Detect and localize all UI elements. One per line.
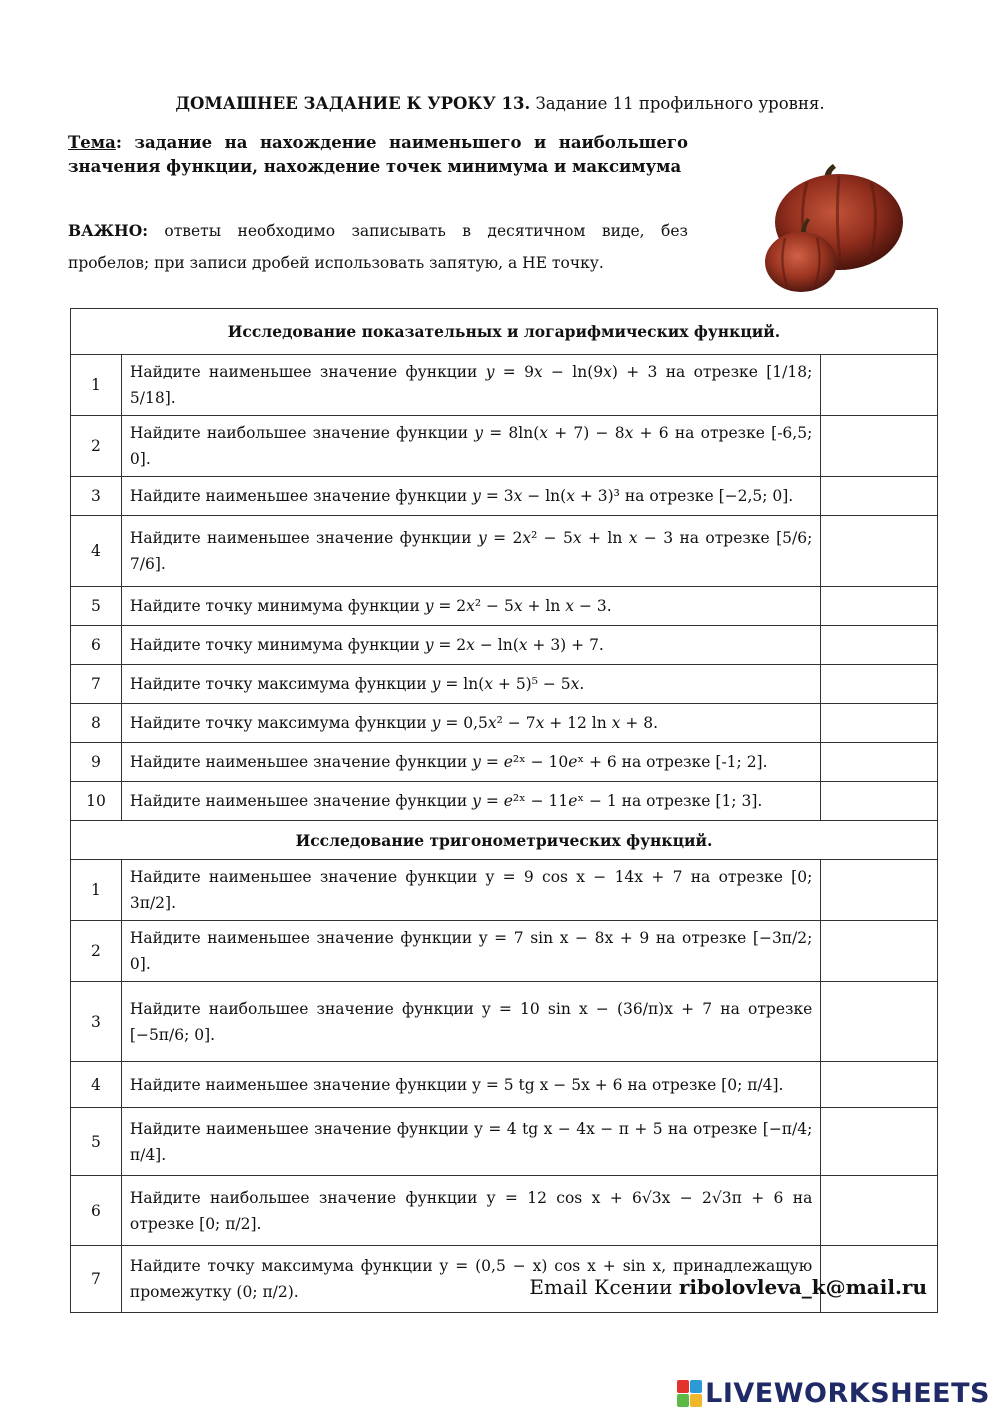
logo-square-blue <box>690 1380 702 1393</box>
task-text: Найдите наибольшее значение функции y = 10 sin x − (36/π)x + 7 на отрезке [−5π/6; 0]. <box>121 982 820 1062</box>
answer-cell[interactable] <box>821 626 938 665</box>
task-text: Найдите точку максимума функции 𝑦 = 0,5𝑥² − 7𝑥 + 12 ln 𝑥 + 8. <box>121 704 820 743</box>
task-number: 4 <box>71 1062 122 1108</box>
task-text: Найдите наименьшее значение функции y = 9 cos x − 14x + 7 на отрезке [0; 3π/2]. <box>121 860 820 921</box>
table-row <box>71 782 938 821</box>
email-footer <box>529 1275 927 1299</box>
email-address[interactable]: ribolovleva_k@mail.ru <box>678 1275 927 1299</box>
section-title: Исследование тригонометрических функций. <box>71 821 938 860</box>
answer-cell[interactable] <box>821 704 938 743</box>
answer-cell[interactable] <box>821 665 938 704</box>
task-number: 4 <box>71 516 122 587</box>
table-row <box>71 1062 938 1108</box>
answer-cell[interactable] <box>821 1108 938 1176</box>
answer-cell[interactable] <box>821 860 938 921</box>
task-number: 8 <box>71 704 122 743</box>
table-row <box>71 626 938 665</box>
answer-cell[interactable] <box>821 743 938 782</box>
task-text: Найдите точку минимума функции 𝑦 = 2𝑥² − 5𝑥 + ln 𝑥 − 3. <box>121 587 820 626</box>
task-number: 1 <box>71 860 122 921</box>
table-row <box>71 477 938 516</box>
task-number: 2 <box>71 416 122 477</box>
header-bold: ДОМАШНЕЕ ЗАДАНИЕ К УРОКУ 13. <box>175 94 531 113</box>
table-row <box>71 860 938 921</box>
answer-cell[interactable] <box>821 516 938 587</box>
task-text: Найдите наибольшее значение функции y = 12 cos x + 6√3x − 2√3π + 6 на отрезке [0; π/2]. <box>121 1176 820 1246</box>
task-number: 7 <box>71 665 122 704</box>
task-number: 5 <box>71 587 122 626</box>
task-text: Найдите точку максимума функции 𝑦 = ln(𝑥 + 5)⁵ − 5𝑥. <box>121 665 820 704</box>
task-text: Найдите точку максимума функции y = (0,5 − x) cos x + sin x, принадлежащую промежутку (0; π/2). <box>121 1246 820 1313</box>
answer-cell[interactable] <box>821 1176 938 1246</box>
task-text: Найдите наименьшее значение функции y = 4 tg x − 4x − π + 5 на отрезке [−π/4; π/4]. <box>121 1108 820 1176</box>
important-label: ВАЖНО: <box>68 221 148 240</box>
important-text: ответы необходимо записывать в десятичном виде, без пробелов; при записи дробей использовать запятую, а НЕ точку. <box>68 222 688 272</box>
tasks-table <box>70 308 938 1313</box>
page-header <box>0 94 1000 113</box>
table-row <box>71 665 938 704</box>
task-number: 3 <box>71 982 122 1062</box>
task-text: Найдите наибольшее значение функции 𝑦 = 8ln(𝑥 + 7) − 8𝑥 + 6 на отрезке [-6,5; 0]. <box>121 416 820 477</box>
logo-square-green <box>677 1394 689 1407</box>
answer-cell[interactable] <box>821 587 938 626</box>
table-row <box>71 1108 938 1176</box>
logo-square-yellow <box>690 1394 702 1407</box>
table-row <box>71 921 938 982</box>
task-text: Найдите точку минимума функции 𝑦 = 2𝑥 − ln(𝑥 + 3) + 7. <box>121 626 820 665</box>
header-normal: Задание 11 профильного уровня. <box>530 94 825 113</box>
task-text: Найдите наименьшее значение функции 𝑦 = 9𝑥 − ln(9𝑥) + 3 на отрезке [1/18; 5/18]. <box>121 355 820 416</box>
table-row <box>71 587 938 626</box>
task-text: Найдите наименьшее значение функции 𝑦 = 2𝑥² − 5𝑥 + ln 𝑥 − 3 на отрезке [5/6; 7/6]. <box>121 516 820 587</box>
section-header-row <box>71 309 938 355</box>
task-text: Найдите наименьшее значение функции 𝑦 = 𝑒²ˣ − 10𝑒ˣ + 6 на отрезке [-1; 2]. <box>121 743 820 782</box>
task-number: 10 <box>71 782 122 821</box>
table-row <box>71 982 938 1062</box>
task-number: 5 <box>71 1108 122 1176</box>
task-number: 7 <box>71 1246 122 1313</box>
table-row <box>71 743 938 782</box>
task-number: 2 <box>71 921 122 982</box>
task-number: 9 <box>71 743 122 782</box>
section-header-row <box>71 821 938 860</box>
task-text: Найдите наименьшее значение функции 𝑦 = 𝑒²ˣ − 11𝑒ˣ − 1 на отрезке [1; 3]. <box>121 782 820 821</box>
table-row <box>71 1176 938 1246</box>
topic <box>68 131 688 179</box>
task-text: Найдите наименьшее значение функции y = 7 sin x − 8x + 9 на отрезке [−3π/2; 0]. <box>121 921 820 982</box>
answer-cell[interactable] <box>821 477 938 516</box>
task-number: 6 <box>71 626 122 665</box>
table-row <box>71 704 938 743</box>
table-row <box>71 516 938 587</box>
table-row <box>71 416 938 477</box>
topic-text: : задание на нахождение наименьшего и наибольшего значения функции, нахождение точек минимума и максимума <box>68 133 688 176</box>
answer-cell[interactable] <box>821 355 938 416</box>
answer-cell[interactable] <box>821 921 938 982</box>
pumpkin-illustration <box>757 160 907 300</box>
important-note <box>68 215 688 279</box>
task-number: 3 <box>71 477 122 516</box>
answer-cell[interactable] <box>821 416 938 477</box>
liveworksheets-logo-icon <box>677 1380 701 1406</box>
section-title: Исследование показательных и логарифмических функций. <box>71 309 938 355</box>
task-number: 6 <box>71 1176 122 1246</box>
logo-square-red <box>677 1380 689 1393</box>
email-label: Email Ксении <box>529 1275 679 1299</box>
answer-cell[interactable] <box>821 1062 938 1108</box>
answer-cell[interactable] <box>821 782 938 821</box>
liveworksheets-watermark <box>677 1376 990 1410</box>
task-number: 1 <box>71 355 122 416</box>
answer-cell[interactable] <box>821 982 938 1062</box>
task-text: Найдите наименьшее значение функции y = 5 tg x − 5x + 6 на отрезке [0; π/4]. <box>121 1062 820 1108</box>
topic-label: Тема <box>68 133 116 152</box>
table-row <box>71 355 938 416</box>
task-text: Найдите наименьшее значение функции 𝑦 = 3𝑥 − ln(𝑥 + 3)³ на отрезке [−2,5; 0]. <box>121 477 820 516</box>
watermark-text: LIVEWORKSHEETS <box>705 1377 990 1409</box>
